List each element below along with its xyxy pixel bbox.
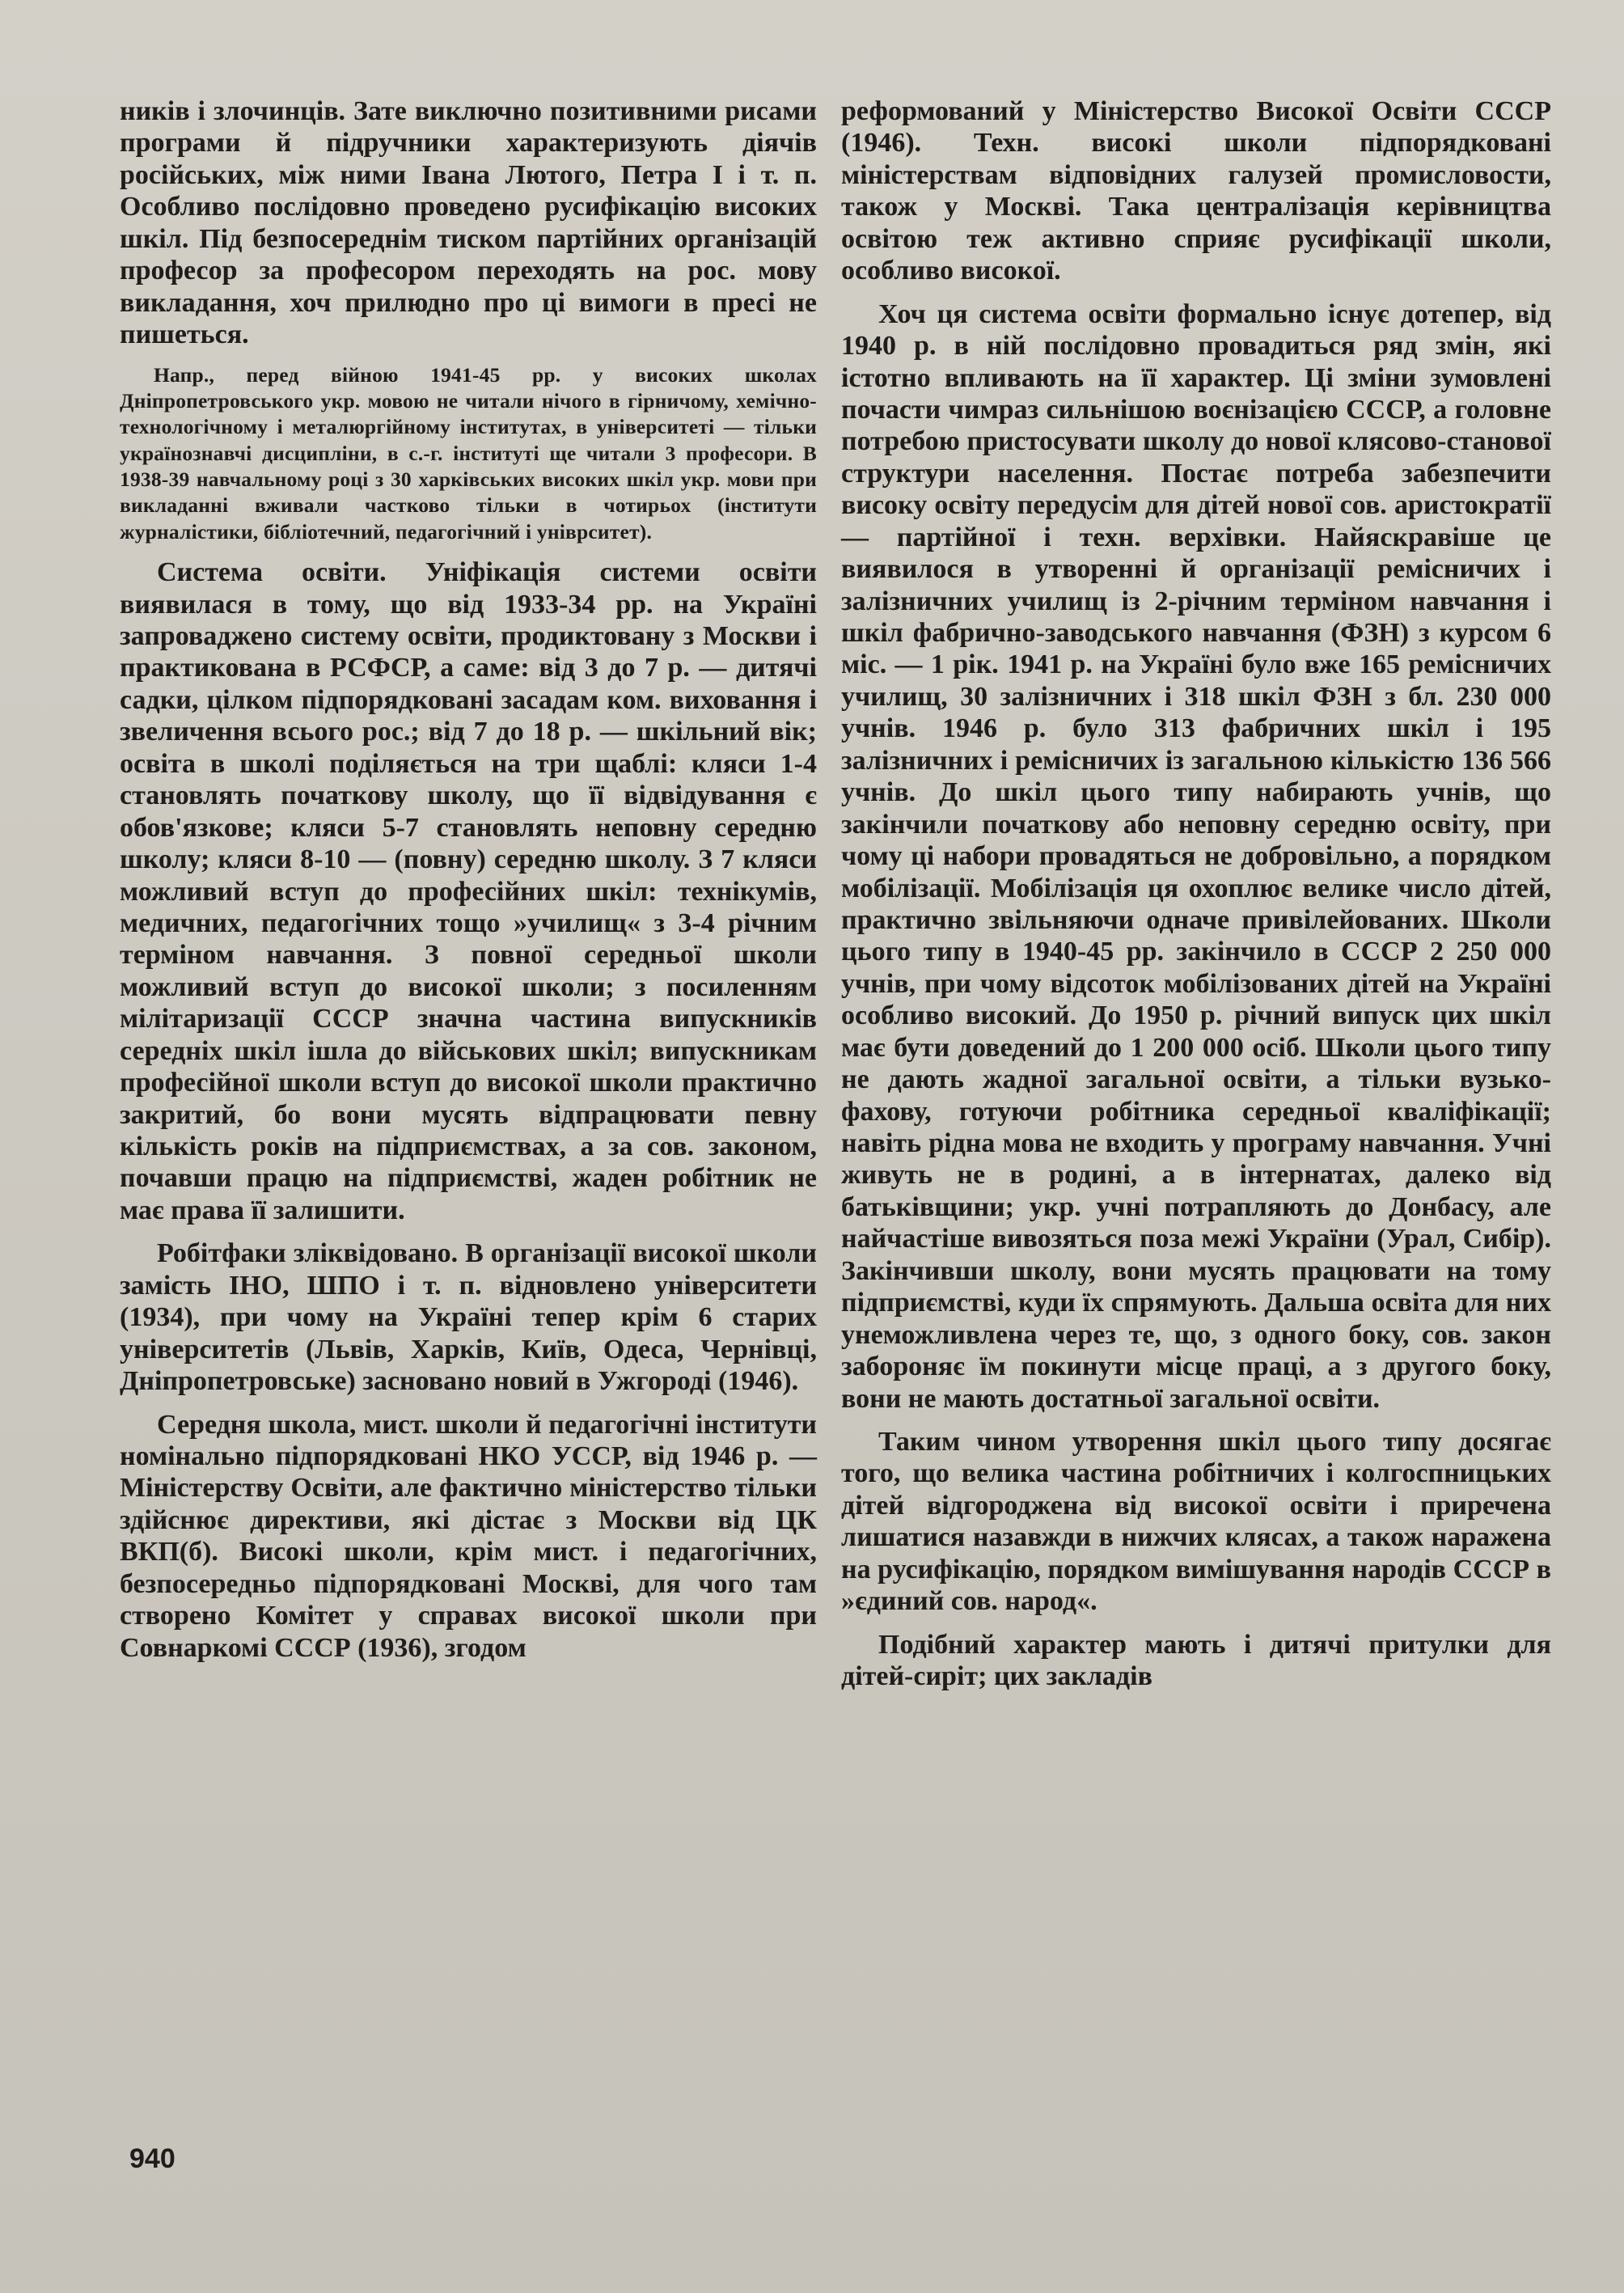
left-column — [120, 95, 817, 1664]
right-paragraph-1: реформований у Міністерство Високої Освіти СССР (1946). Техн. високі школи підпорядковані міністерствам відповідних галузей промисловости, також у Москві. Така централізація керівництва освітою теж активно сприяє русифікації школи, особливо високої. — [841, 96, 1551, 286]
left-paragraph-3: Робітфаки зліквідовано. В організації високої школи замість ІНО, ШПО і т. п. відновлено університети (1934), при чому на Україні тепер крім 6 старих університетів (Львів, Харків, Київ, Одеса, Чернівці, Дніпропетровське) засновано новий в Ужгороді (1946). — [120, 1238, 817, 1397]
page-number: 940 — [129, 2143, 176, 2174]
left-paragraph-2-text: Уніфікація системи освіти виявилася в тому, що від 1933-34 рр. на Україні запроваджено систему освіти, продиктовану з Москви і практикована в РСФСР, а саме: від 3 до 7 р. — дитячі садки, цілком підпорядковані засадам ком. виховання і звеличення всього рос.; від 7 до 18 р. — шкільний вік; освіта в школі поділяється на три щаблі: кляси 1-4 становлять початкову школу, що її відвідування є обов'язкове; кляси 5-7 становлять неповну середню школу; кляси 8-10 — (повну) середню школу. З 7 кляси можливий вступ до професійних шкіл: технікумів, медичних, педагогічних тощо »училищ« з 3-4 річним терміном навчання. З повної середньої школи можливий вступ до високої школи; з посиленням мілітаризації СССР значна частина випускників середніх шкіл ішла до військових шкіл; випускникам професійної школи вступ до високої школи практично закритий, бо вони мусять відпрацювати певну кількість років на підприємствах, а за сов. законом, почавши працю на підприємстві, жаден робітник не має права її залишити. — [120, 557, 817, 1225]
left-paragraph-1: ників і злочинців. Зате виключно позитивними рисами програми й підручники характеризують діячів російських, між ними Івана Лютого, Петра I і т. п. Особливо послідовно проведено русифікацію високих шкіл. Під безпосереднім тиском партійних організацій професор за професором переходять на рос. мову викладання, хоч прилюдно про ці вимоги в пресі не пишеться. — [120, 96, 817, 350]
right-column — [841, 95, 1551, 1692]
footnote-example: Напр., перед війною 1941-45 рр. у високих школах Дніпропетровського укр. мовою не читали нічого в гірничому, хемічно-технологічному і металюргійному інститутах, в університеті — тільки українознавчі дисципліни, в с.-г. інституті ще читали 3 професори. В 1938-39 навчальному році з 30 харківських високих шкіл укр. мови при викладанні вживали частково тільки в чотирьох (інститути журналістики, бібліотечний, педагогічний і уніврситет). — [120, 362, 817, 544]
section-heading-education-system: Система освіти. — [157, 557, 387, 588]
right-paragraph-2: Хоч ця система освіти формально існує дотепер, від 1940 р. в ній послідовно провадиться ряд змін, які істотно впливають на її характер. Ці зміни зумовлені почасти чимраз сильнішою воєнізацією СССР, а головне потребою пристосувати школу до нової клясово-станової структури населення. Постає потреба забезпечити високу освіту передусім для дітей нової сов. аристократії — партійної і техн. верхівки. Найяскравіше це виявилося в утворенні й організації ремісничих і залізничних училищ із 2-річним терміном навчання і шкіл фабрично-заводського навчання (ФЗН) з курсом 6 міс. — 1 рік. 1941 р. на Україні було вже 165 ремісничих училищ, 30 залізничних і 318 шкіл ФЗН з бл. 230 000 учнів. 1946 р. було 313 фабричних шкіл і 195 залізничних і ремісничих із загальною кількістю 136 566 учнів. До шкіл цього типу набирають учнів, що закінчили початкову або неповну середню освіту, при чому ці набори провадяться не добровільно, а порядком мобілізації. Мобілізація ця охоплює велике число дітей, практично звільняючи одначе привілейованих. Школи цього типу в 1940-45 рр. закінчило в СССР 2 250 000 учнів, при чому відсоток мобілізованих дітей на Україні особливо високий. До 1950 р. річний випуск цих шкіл має бути доведений до 1 200 000 осіб. Школи цього типу не дають жадної загальної освіти, а тільки вузько-фахову, готуючи робітника середньої кваліфікації; навіть рідна мова не входить у програму навчання. Учні живуть не в родині, а в інтернатах, далеко від батьківщини; укр. учні потрапляють до Донбасу, але найчастіше вивозяться поза межі України (Урал, Сибір). Закінчивши школу, вони мусять працювати на тому підприємстві, куди їх спрямують. Дальша освіта для них унеможливлена через те, що, з одного боку, сов. закон забороняє їм покинути місце праці, а з другого боку, вони не мають достатньої загальної освіти. — [841, 298, 1551, 1414]
left-paragraph-2 — [120, 556, 817, 1226]
right-paragraph-3: Таким чином утворення шкіл цього типу досягає того, що велика частина робітничих і колгоспницьких дітей відгороджена від високої освіти і приречена лишатися назавжди в нижчих клясах, а також наражена на русифікацію, порядком вимішування народів СССР в »єдиний сов. народ«. — [841, 1426, 1551, 1617]
left-paragraph-4: Середня школа, мист. школи й педагогічні інститути номінально підпорядковані НКО УССР, від 1946 р. — Міністерству Освіти, але фактично міністерство тільки здійснює директиви, які дістає з Москви від ЦК ВКП(б). Високі школи, крім мист. і педагогічних, безпосередньо підпорядковані Москві, для чого там створено Комітет у справах високої школи при Совнаркомі СССР (1936), згодом — [120, 1409, 817, 1663]
right-paragraph-4: Подібний характер мають і дитячі притулки для дітей-сиріт; цих закладів — [841, 1629, 1551, 1691]
